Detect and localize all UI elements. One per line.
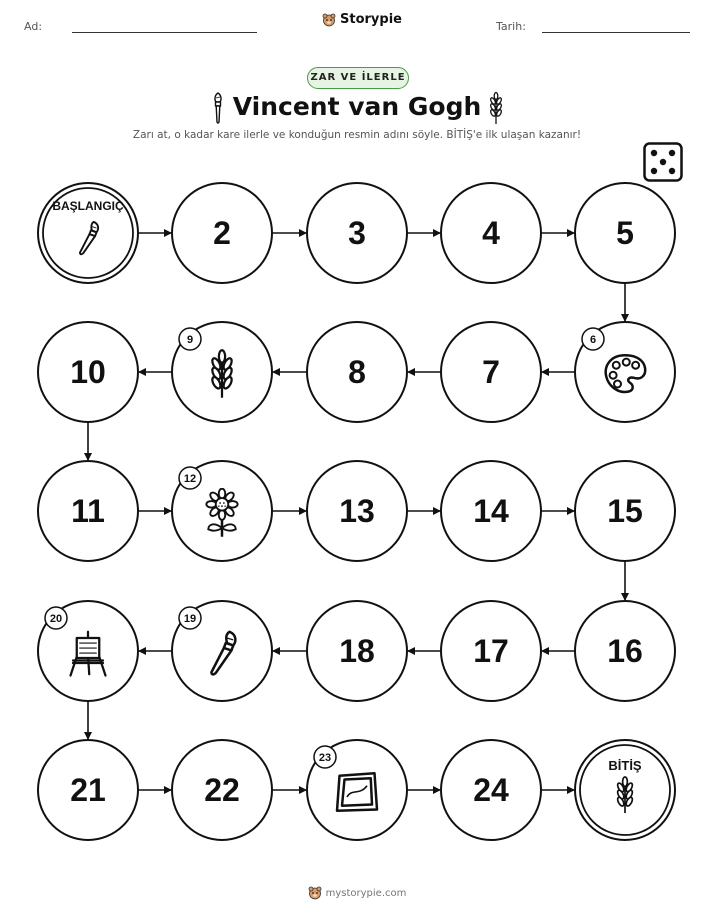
board-cell-11[interactable] [38, 461, 138, 561]
cell-number: 18 [339, 633, 375, 669]
cell-number: 7 [482, 354, 500, 390]
cell-circle [38, 183, 138, 283]
cell-number: 17 [473, 633, 509, 669]
cell-number: 14 [473, 493, 509, 529]
cell-number-badge-text: 12 [183, 473, 197, 485]
board-cell-10[interactable] [38, 322, 138, 422]
board-cell-24[interactable] [441, 740, 541, 840]
start-label: BAŞLANGIÇ [52, 199, 124, 213]
cell-number: 5 [616, 215, 634, 251]
board-cell-23[interactable] [307, 740, 407, 840]
cell-number: 21 [70, 772, 106, 808]
cell-number-badge-text: 6 [589, 334, 597, 346]
cell-number: 2 [213, 215, 231, 251]
brand-name: Storypie [340, 12, 402, 27]
page-title: Vincent van Gogh [232, 92, 482, 121]
board-cell-25[interactable] [575, 740, 675, 840]
cell-number: 3 [348, 215, 366, 251]
board-cell-4[interactable] [441, 183, 541, 283]
footer-site: mystorypie.com [325, 887, 407, 899]
board-cell-18[interactable] [307, 601, 407, 701]
cell-number-badge-text: 20 [49, 613, 63, 625]
board-cell-14[interactable] [441, 461, 541, 561]
board-cell-22[interactable] [172, 740, 272, 840]
bear-logo-icon [308, 886, 322, 900]
cell-number: 15 [607, 493, 643, 529]
board-cell-7[interactable] [441, 322, 541, 422]
board-cell-12[interactable] [172, 461, 272, 561]
board-cell-2[interactable] [172, 183, 272, 283]
cell-number-badge-text: 9 [186, 334, 194, 346]
cell-number: 8 [348, 354, 366, 390]
cell-number-badge-text: 19 [183, 613, 197, 625]
board-cell-20[interactable] [38, 601, 138, 701]
cell-number-badge-text: 23 [318, 752, 332, 764]
game-type-badge: ZAR VE İLERLE [307, 67, 409, 89]
board-cell-15[interactable] [575, 461, 675, 561]
cell-number: 22 [204, 772, 240, 808]
instructions: Zarı at, o kadar kare ilerle ve konduğun resmin adını söyle. BİTİŞ'e ilk ulaşan kazanır! [132, 129, 582, 141]
board-cell-3[interactable] [307, 183, 407, 283]
cell-number: 11 [71, 493, 105, 529]
board-cells [38, 183, 675, 840]
board-cell-17[interactable] [441, 601, 541, 701]
footer [0, 886, 714, 900]
name-label: Ad: [24, 20, 43, 33]
canvas-icon [337, 773, 377, 811]
board-cell-6[interactable] [575, 322, 675, 422]
cell-number: 4 [482, 215, 500, 251]
board-cell-1[interactable] [38, 183, 138, 283]
cell-number: 10 [70, 354, 106, 390]
board-cell-9[interactable] [172, 322, 272, 422]
cell-number: 16 [607, 633, 643, 669]
date-label: Tarih: [496, 20, 526, 33]
board-cell-8[interactable] [307, 322, 407, 422]
finish-label: BİTİŞ [608, 758, 642, 773]
board-cell-19[interactable] [172, 601, 272, 701]
sunflower-icon [206, 489, 237, 537]
board-cell-5[interactable] [575, 183, 675, 283]
board-cell-13[interactable] [307, 461, 407, 561]
cell-number: 13 [339, 493, 375, 529]
board-cell-21[interactable] [38, 740, 138, 840]
board-cell-16[interactable] [575, 601, 675, 701]
cell-number: 24 [473, 772, 509, 808]
